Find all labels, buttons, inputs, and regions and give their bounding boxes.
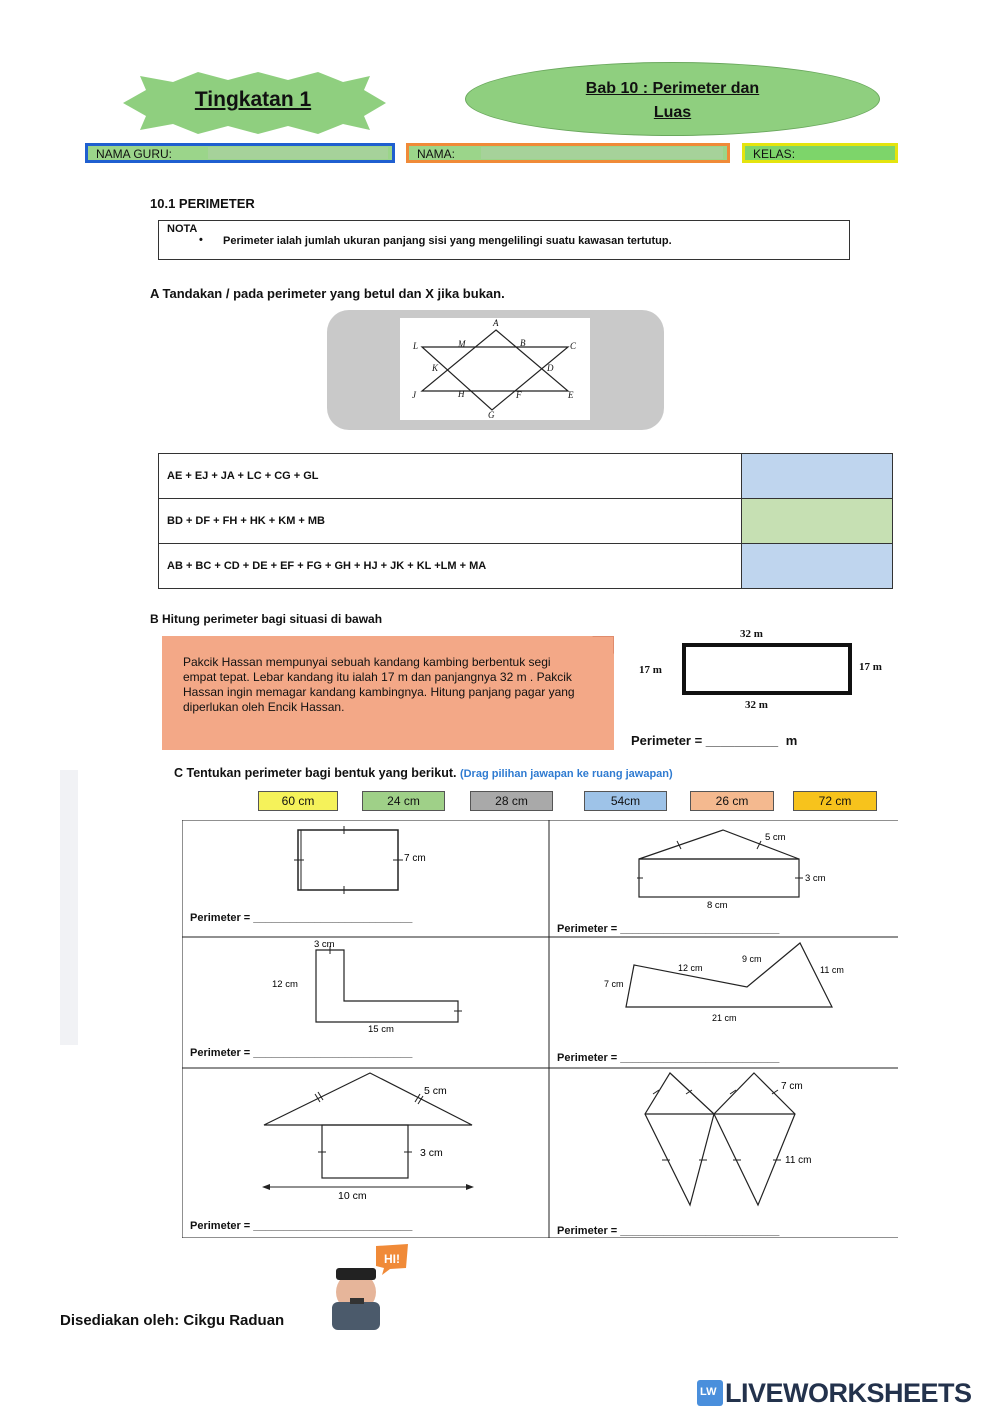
tree-figure [260, 1070, 500, 1205]
answer-choice-60[interactable]: 60 cm [258, 791, 338, 811]
liveworksheets-logo-icon [697, 1380, 723, 1406]
table-row [159, 499, 893, 544]
poly-label-12: 12 cm [678, 963, 703, 973]
hexagram-diagram [400, 318, 590, 420]
pen-rectangle [682, 643, 852, 695]
answer-drop-box[interactable] [742, 544, 893, 589]
scroll-track[interactable] [60, 770, 78, 1045]
answer-choice-72[interactable]: 72 cm [793, 791, 877, 811]
answer-choice-54[interactable]: 54cm [584, 791, 667, 811]
star-label-f: F [516, 390, 522, 400]
part-b-answer-line[interactable] [631, 733, 797, 748]
poly-label-11: 11 cm [820, 965, 844, 975]
perimeter-answer-2[interactable]: Perimeter = __________________________ [557, 923, 780, 935]
part-c-text: C Tentukan perimeter bagi bentuk yang berikut. [174, 766, 457, 780]
logo-mark: LW [700, 1386, 717, 1398]
part-a-instruction: A Tandakan / pada perimeter yang betul dan X jika bukan. [150, 286, 505, 301]
answer-choice-28[interactable]: 28 cm [470, 791, 553, 811]
poly-label-7: 7 cm [604, 979, 624, 989]
story-text: Pakcik Hassan mempunyai sebuah kandang kambing berbentuk segi empat tepat. Lebar kandang itu ialah 17 m dan panjangnya 32 m . Pakcik Hassan ingin memagar kandang kambingnya. Hitung panjang pagar yang diperlukan oleh Encik Hassan. [183, 655, 575, 714]
kite-top-label: 7 cm [781, 1081, 803, 1092]
star-label-b: B [520, 338, 526, 348]
perimeter-answer-4[interactable]: Perimeter = __________________________ [557, 1052, 780, 1064]
teacher-name-field[interactable] [85, 143, 395, 163]
student-name-input[interactable] [481, 147, 723, 159]
story-callout [162, 636, 614, 750]
star-label-a: A [493, 318, 499, 328]
poly-label-9: 9 cm [742, 954, 762, 964]
liveworksheets-brand: LIVEWORKSHEETS [725, 1378, 972, 1408]
perimeter-unit: m [785, 733, 798, 748]
level-title: Tingkatan 1 [194, 88, 312, 111]
tree-base-label: 10 cm [338, 1190, 367, 1202]
tree-side-label: 3 cm [420, 1147, 443, 1159]
house-roof-label: 5 cm [765, 832, 786, 843]
expression-cell: AB + BC + CD + DE + EF + FG + GH + HJ + JK + KL +LM + MA [159, 544, 742, 589]
class-field[interactable] [742, 143, 898, 163]
teacher-name-label: NAMA GURU: [96, 147, 173, 161]
expression-cell: AE + EJ + JA + LC + CG + GL [159, 454, 742, 499]
answer-drop-box[interactable] [742, 499, 893, 544]
prepared-by: Disediakan oleh: Cikgu Raduan [60, 1312, 285, 1329]
part-c-hint: (Drag pilihan jawapan ke ruang jawapan) [459, 768, 673, 780]
perimeter-answer-1[interactable]: Perimeter = __________________________ [190, 912, 413, 924]
note-text: Perimeter ialah jumlah ukuran panjang sisi yang mengelilingi suatu kawasan tertutup. [223, 235, 672, 247]
expression-cell: BD + DF + FH + HK + KM + MB [159, 499, 742, 544]
answer-choice-24[interactable]: 24 cm [362, 791, 445, 811]
chapter-title-line1: Bab 10 : Perimeter dan [585, 80, 760, 97]
star-label-l: L [413, 341, 419, 351]
chapter-title-badge [465, 62, 880, 136]
answer-choice-26[interactable]: 26 cm [690, 791, 774, 811]
perimeter-answer-6[interactable]: Perimeter = __________________________ [557, 1225, 780, 1237]
polygon-figure [602, 940, 852, 1035]
star-label-m: M [458, 339, 466, 349]
star-label-j: J [412, 390, 416, 400]
square-figure [292, 826, 442, 896]
star-label-c: C [570, 341, 577, 351]
shapes-grid [182, 820, 898, 1238]
class-label: KELAS: [753, 147, 796, 161]
l-base-label: 15 cm [368, 1024, 394, 1033]
note-bullet-icon: • [199, 234, 203, 246]
l-top-label: 3 cm [314, 939, 335, 950]
star-label-g: G [488, 410, 495, 420]
chapter-title-line2: Luas [653, 104, 692, 121]
house-base-label: 8 cm [707, 900, 728, 911]
level-title-badge [118, 72, 388, 134]
teacher-avatar [320, 1242, 412, 1330]
rect-left-label: 17 m [639, 664, 662, 676]
note-box [158, 220, 850, 260]
house-side-label: 3 cm [805, 873, 826, 884]
part-a-table [158, 453, 893, 589]
part-c-instruction [174, 766, 673, 780]
kites-figure [637, 1070, 837, 1208]
square-side-label: 7 cm [404, 853, 426, 864]
star-label-h: H [458, 389, 465, 399]
l-left-label: 12 cm [272, 979, 298, 990]
star-label-d: D [547, 363, 554, 373]
student-name-label: NAMA: [417, 147, 456, 161]
note-label: NOTA [167, 223, 198, 235]
star-label-e: E [568, 390, 574, 400]
student-name-field[interactable] [406, 143, 730, 163]
rect-bottom-label: 32 m [745, 699, 768, 711]
perimeter-answer-3[interactable]: Perimeter = __________________________ [190, 1047, 413, 1059]
rect-right-label: 17 m [859, 661, 882, 673]
table-row [159, 454, 893, 499]
tree-roof-label: 5 cm [424, 1085, 447, 1097]
class-input[interactable] [807, 147, 891, 159]
star-figure [400, 318, 590, 420]
answer-drop-box[interactable] [742, 454, 893, 499]
house-figure [637, 826, 847, 911]
hi-bubble-text: HI! [384, 1252, 400, 1266]
rect-top-label: 32 m [740, 628, 763, 640]
teacher-name-input[interactable] [208, 147, 388, 159]
poly-label-21: 21 cm [712, 1013, 737, 1023]
part-b-instruction: B Hitung perimeter bagi situasi di bawah [150, 612, 383, 626]
perimeter-prefix: Perimeter = __________ [631, 733, 779, 748]
table-row [159, 544, 893, 589]
l-shape-figure [270, 938, 470, 1033]
perimeter-answer-5[interactable]: Perimeter = __________________________ [190, 1220, 413, 1232]
section-title: 10.1 PERIMETER [150, 196, 255, 211]
star-label-k: K [432, 363, 439, 373]
kite-side-label: 11 cm [785, 1155, 812, 1166]
